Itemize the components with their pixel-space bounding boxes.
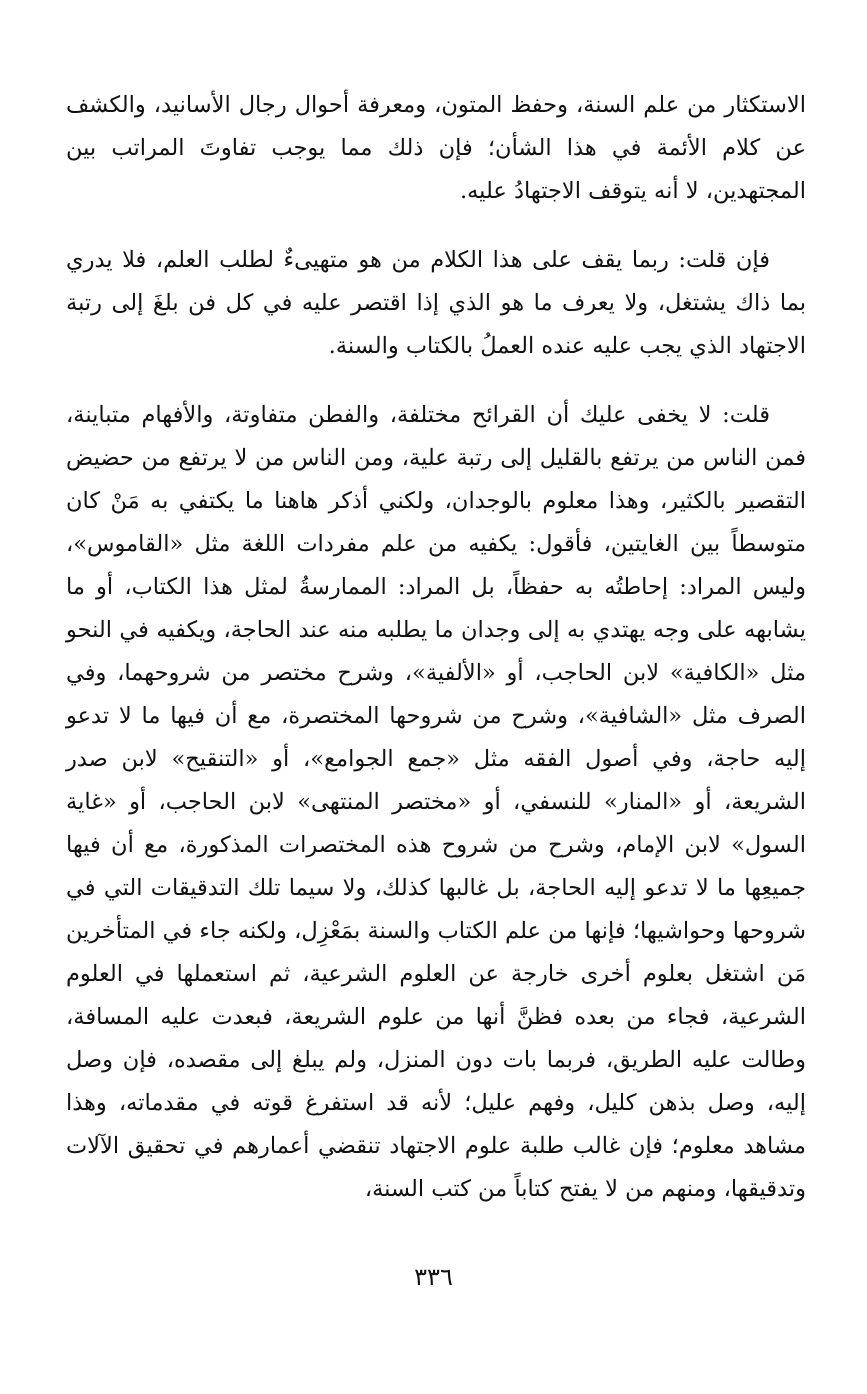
paragraph-2: فإن قلت: ربما يقف على هذا الكلام من هو متهيىءٌ لطلب العلم، فلا يدري بما ذاك يشتغل، ولا يعرف ما هو الذي إذا اقتصر عليه في كل فن بلغَ إلى رتبة الاجتهاد الذي يجب عليه عنده العملُ بالكتاب والسنة. <box>66 247 806 359</box>
page-number: ٣٣٦ <box>414 1263 453 1291</box>
paragraph-gap <box>66 368 806 394</box>
paragraph-3: قلت: لا يخفى عليك أن القرائح مختلفة، والفطن متفاوتة، والأفهام متباينة، فمن الناس من يرتفع بالقليل إلى رتبة علية، ومن الناس من لا يرتفع من حضيض التقصير بالكثير، وهذا معلوم بالوجدان، ولكني أذكر هاهنا ما يكتفي به مَنْ كان متوسطاً بين الغايتين، فأقول: يكفيه من علم مفردات اللغة مثل «القاموس»، وليس المراد: إحاطتُه به حفظاً، بل المراد: الممارسةُ لمثل هذا الكتاب، أو ما يشابهه على وجه يهتدي به إلى وجدان ما يطلبه منه عند الحاجة، ويكفيه في النحو مثل «الكافية» لابن الحاجب، أو «الألفية»، وشرح مختصر من شروحهما، وفي الصرف مثل «الشافية»، وشرح من شروحها المختصرة، مع أن فيها ما لا تدعو إليه حاجة، وفي أصول الفقه مثل «جمع الجوامع»، أو «التنقيح» لابن صدر الشريعة، أو «المنار» للنسفي، أو «مختصر المنتهى» لابن الحاجب، أو «غاية السول» لابن الإمام، وشرح من شروح هذه المختصرات المذكورة، مع أن فيها جميعِها ما لا تدعو إليه الحاجة، بل غالبها كذلك، ولا سيما تلك التدقيقات التي في شروحها وحواشيها؛ فإنها من علم الكتاب والسنة بمَعْزِل، ولكنه جاء في المتأخرين مَن اشتغل بعلوم أخرى خارجة عن العلوم الشرعية، ثم استعملها في العلوم الشرعية، فجاء من بعده فظنَّ أنها من علوم الشريعة، فبعدت عليه المسافة، وطالت عليه الطريق، فربما بات دون المنزل، ولم يبلغ إلى مقصده، فإن وصل إليه، وصل بذهن كليل، وفهم عليل؛ لأنه قد استفرغ قوته في مقدماته، وهذا مشاهد معلوم؛ فإن غالب طلبة علوم الاجتهاد تنقضي أعمارهم في تحقيق الآلات وتدقيقها، ومنهم من لا يفتح كتاباً من كتب السنة، <box>66 402 806 1202</box>
paragraph-gap <box>66 213 806 239</box>
paragraph-1: الاستكثار من علم السنة، وحفظ المتون، ومعرفة أحوال رجال الأسانيد، والكشف عن كلام الأئمة في هذا الشأن؛ فإن ذلك مما يوجب تفاوتَ المراتب بين المجتهدين، لا أنه يتوقف الاجتهادُ عليه. <box>66 92 806 204</box>
page-body <box>66 84 806 1211</box>
